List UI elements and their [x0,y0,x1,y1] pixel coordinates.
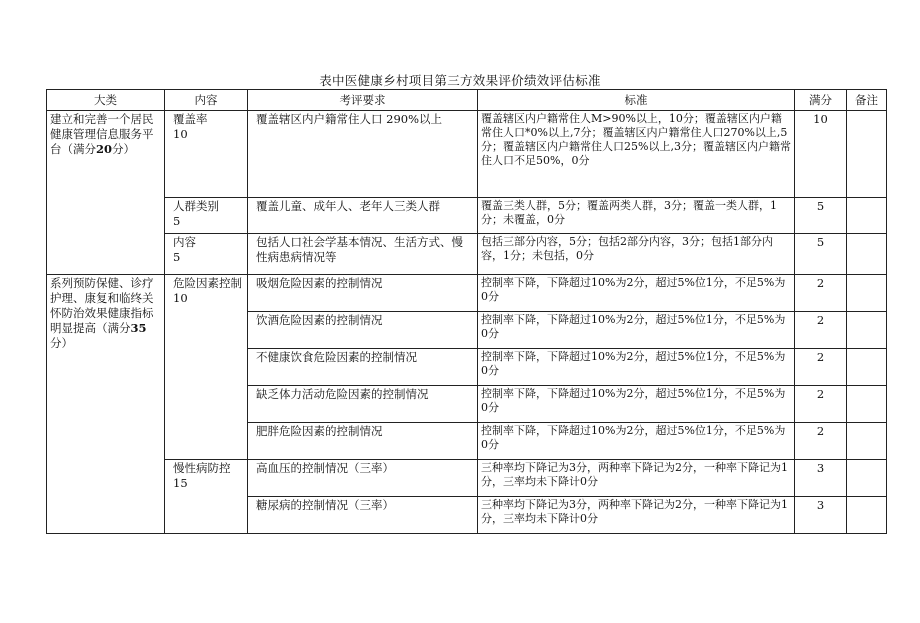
table-row [47,111,887,198]
standard-cell: 三种率均下降记为3分，两种率下降记为2分，一种率下降记为1分，三率均未下降计0分 [478,460,795,497]
requirement-cell: 包括人口社会学基本情况、生活方式、慢性病患病情况等 [248,234,478,275]
standard-cell: 控制率下降，下降超过10%为2分，超过5%位1分，不足5%为0分 [478,275,795,312]
header-full-score: 满分 [795,90,847,111]
note-cell [847,275,887,312]
note-cell [847,386,887,423]
note-cell [847,497,887,534]
header-requirement: 考评要求 [248,90,478,111]
content-cell: 慢性病防控 15 [165,460,248,534]
standard-cell: 控制率下降，下降超过10%为2分，超过5%位1分，不足5%为0分 [478,312,795,349]
category-cell: 系列预防保健、诊疗护理、康复和临终关怀防治效果健康指标明显提高（满分35分） [47,275,165,534]
full-score-cell: 10 [795,111,847,198]
evaluation-table [46,89,887,534]
requirement-cell: 缺乏体力活动危险因素的控制情况 [248,386,478,423]
content-cell: 覆盖率 10 [165,111,248,198]
standard-cell: 控制率下降，下降超过10%为2分，超过5%位1分，不足5%为0分 [478,386,795,423]
full-score-cell: 3 [795,460,847,497]
full-score-cell: 2 [795,275,847,312]
standard-cell: 三种率均下降记为3分，两种率下降记为2分，一种率下降记为1分，三率均未下降计0分 [478,497,795,534]
standard-cell: 控制率下降，下降超过10%为2分，超过5%位1分，不足5%为0分 [478,423,795,460]
note-cell [847,423,887,460]
note-cell [847,234,887,275]
table-row [47,198,887,234]
page-title: 表中医健康乡村项目第三方效果评价绩效评估标准 [319,73,601,88]
standard-cell: 覆盖辖区内户籍常住人M>90%以上，10分；覆盖辖区内户籍常住人口*0%以上,7分；覆盖辖区内户籍常住人口270%以上,5分；覆盖辖区内户籍常住人口25%以上,3分；覆盖辖区内户籍常住人口不足50%，0分 [478,111,795,198]
requirement-cell: 肥胖危险因素的控制情况 [248,423,478,460]
category-cell: 建立和完善一个居民健康管理信息服务平台（满分20分） [47,111,165,275]
requirement-cell: 覆盖儿童、成年人、老年人三类人群 [248,198,478,234]
table-row [47,275,887,312]
header-standard: 标准 [478,90,795,111]
full-score-cell: 5 [795,198,847,234]
content-cell: 人群类别 5 [165,198,248,234]
full-score-cell: 3 [795,497,847,534]
requirement-cell: 饮酒危险因素的控制情况 [248,312,478,349]
note-cell [847,312,887,349]
standard-cell: 覆盖三类人群，5分；覆盖两类人群，3分；覆盖一类人群，1分；未覆盖，0分 [478,198,795,234]
note-cell [847,111,887,198]
full-score-cell: 2 [795,386,847,423]
full-score-cell: 2 [795,423,847,460]
header-note: 备注 [847,90,887,111]
content-cell: 危险因素控制 10 [165,275,248,460]
requirement-cell: 吸烟危险因素的控制情况 [248,275,478,312]
note-cell [847,460,887,497]
full-score-cell: 2 [795,312,847,349]
content-cell: 内容 5 [165,234,248,275]
header-category: 大类 [47,90,165,111]
table-header-row [47,90,887,111]
header-content: 内容 [165,90,248,111]
full-score-cell: 2 [795,349,847,386]
requirement-cell: 高血压的控制情况（三率） [248,460,478,497]
standard-cell: 包括三部分内容，5分；包括2部分内容，3分；包括1部分内容，1分；未包括，0分 [478,234,795,275]
requirement-cell: 糖尿病的控制情况（三率） [248,497,478,534]
table-row [47,234,887,275]
standard-cell: 控制率下降，下降超过10%为2分，超过5%位1分，不足5%为0分 [478,349,795,386]
requirement-cell: 不健康饮食危险因素的控制情况 [248,349,478,386]
table-row [47,460,887,497]
requirement-cell: 覆盖辖区内户籍常住人口 290%以上 [248,111,478,198]
note-cell [847,349,887,386]
note-cell [847,198,887,234]
full-score-cell: 5 [795,234,847,275]
